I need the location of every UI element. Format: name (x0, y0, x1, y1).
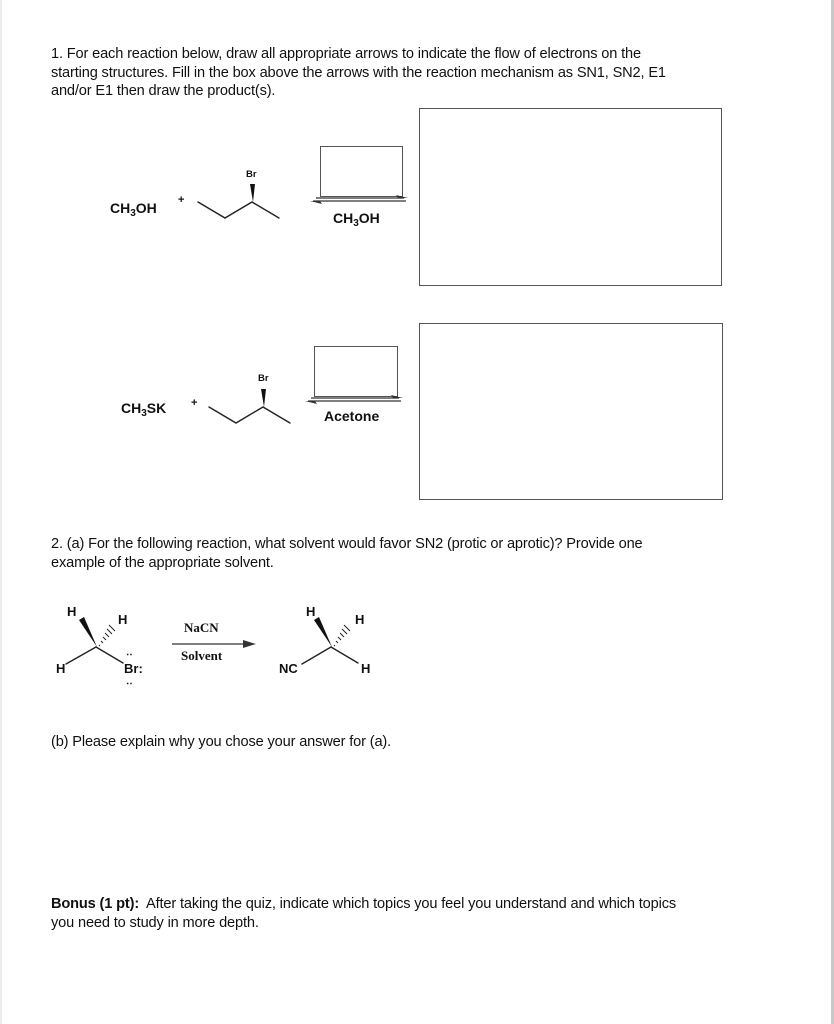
question-2a-line-2: example of the appropriate solvent. (51, 554, 274, 571)
question-1-line-1: 1. For each reaction below, draw all appropriate arrows to indicate the flow of electrons on the (51, 46, 641, 62)
question-1-line-2: starting structures. Fill in the box above the arrows with the reaction mechanism as SN1, SN2, E1 (51, 64, 666, 81)
product-wedge-bond-h (314, 617, 332, 647)
reaction-a-wedge-bond (250, 184, 255, 202)
reaction-b-wedge-bond (261, 389, 266, 407)
reactant-leaving-group-br: Br: (124, 661, 143, 676)
bonus-line-2: you need to study in more depth. (51, 914, 259, 931)
product-h-bottom: H (361, 661, 371, 676)
reaction-b-equilibrium-arrow (305, 395, 403, 404)
q2-reaction-arrow (172, 640, 256, 648)
product-bond-nc (302, 647, 331, 664)
reactant-h-left: H (56, 661, 66, 676)
reaction-a-reagent: $CH_3OH$ (110, 200, 157, 219)
reactant-bond-br (96, 647, 123, 663)
reaction-b-carbon-chain (209, 407, 290, 423)
reagent-nacn: NaCN (184, 620, 219, 635)
reaction-b-reagent: $CH_3SK$ (121, 400, 167, 419)
reactant-wedge-bond-h (79, 617, 97, 647)
reactant-bond-h-left (66, 647, 96, 664)
product-h-top: H (306, 604, 316, 619)
reactant-hashed-bond (99, 625, 115, 646)
reactant-h-right: H (118, 612, 128, 627)
question-1-line-3: and/or E1 then draw the product(s). (51, 83, 276, 99)
reaction-a-carbon-chain (198, 202, 279, 218)
product-hashed-bond (334, 625, 350, 646)
question-2b-text: (b) Please explain why you chose your answer for (a). (51, 734, 392, 750)
question-2a-line-1: 2. (a) For the following reaction, what solvent would favor SN2 (protic or aprotic)? Provide one (51, 536, 643, 552)
bonus-line-1: Bonus (1 pt): After taking the quiz, indicate which topics you feel you understand and which topics (51, 896, 677, 912)
reaction-a-bromine-label: Br (246, 169, 257, 180)
product-bond-h-bottom (331, 647, 358, 663)
reaction-a-equilibrium-arrow (310, 195, 408, 204)
br-lone-pair-top: ‥ (126, 647, 133, 658)
product-h-right: H (355, 612, 365, 627)
br-lone-pair-bottom: ‥ (126, 676, 133, 687)
reaction-b-bromine-label: Br (258, 373, 269, 384)
condition-solvent: Solvent (181, 648, 223, 663)
reaction-b-solvent: Acetone (324, 408, 380, 424)
product-nucleophile-nc: NC (279, 661, 298, 676)
bonus-label: Bonus (1 pt): (51, 896, 140, 912)
reaction-a-solvent: $CH_3OH$ (333, 210, 380, 229)
reactant-h-top: H (67, 604, 77, 619)
reaction-b-plus: + (191, 397, 198, 409)
reaction-a-plus: + (178, 194, 185, 206)
